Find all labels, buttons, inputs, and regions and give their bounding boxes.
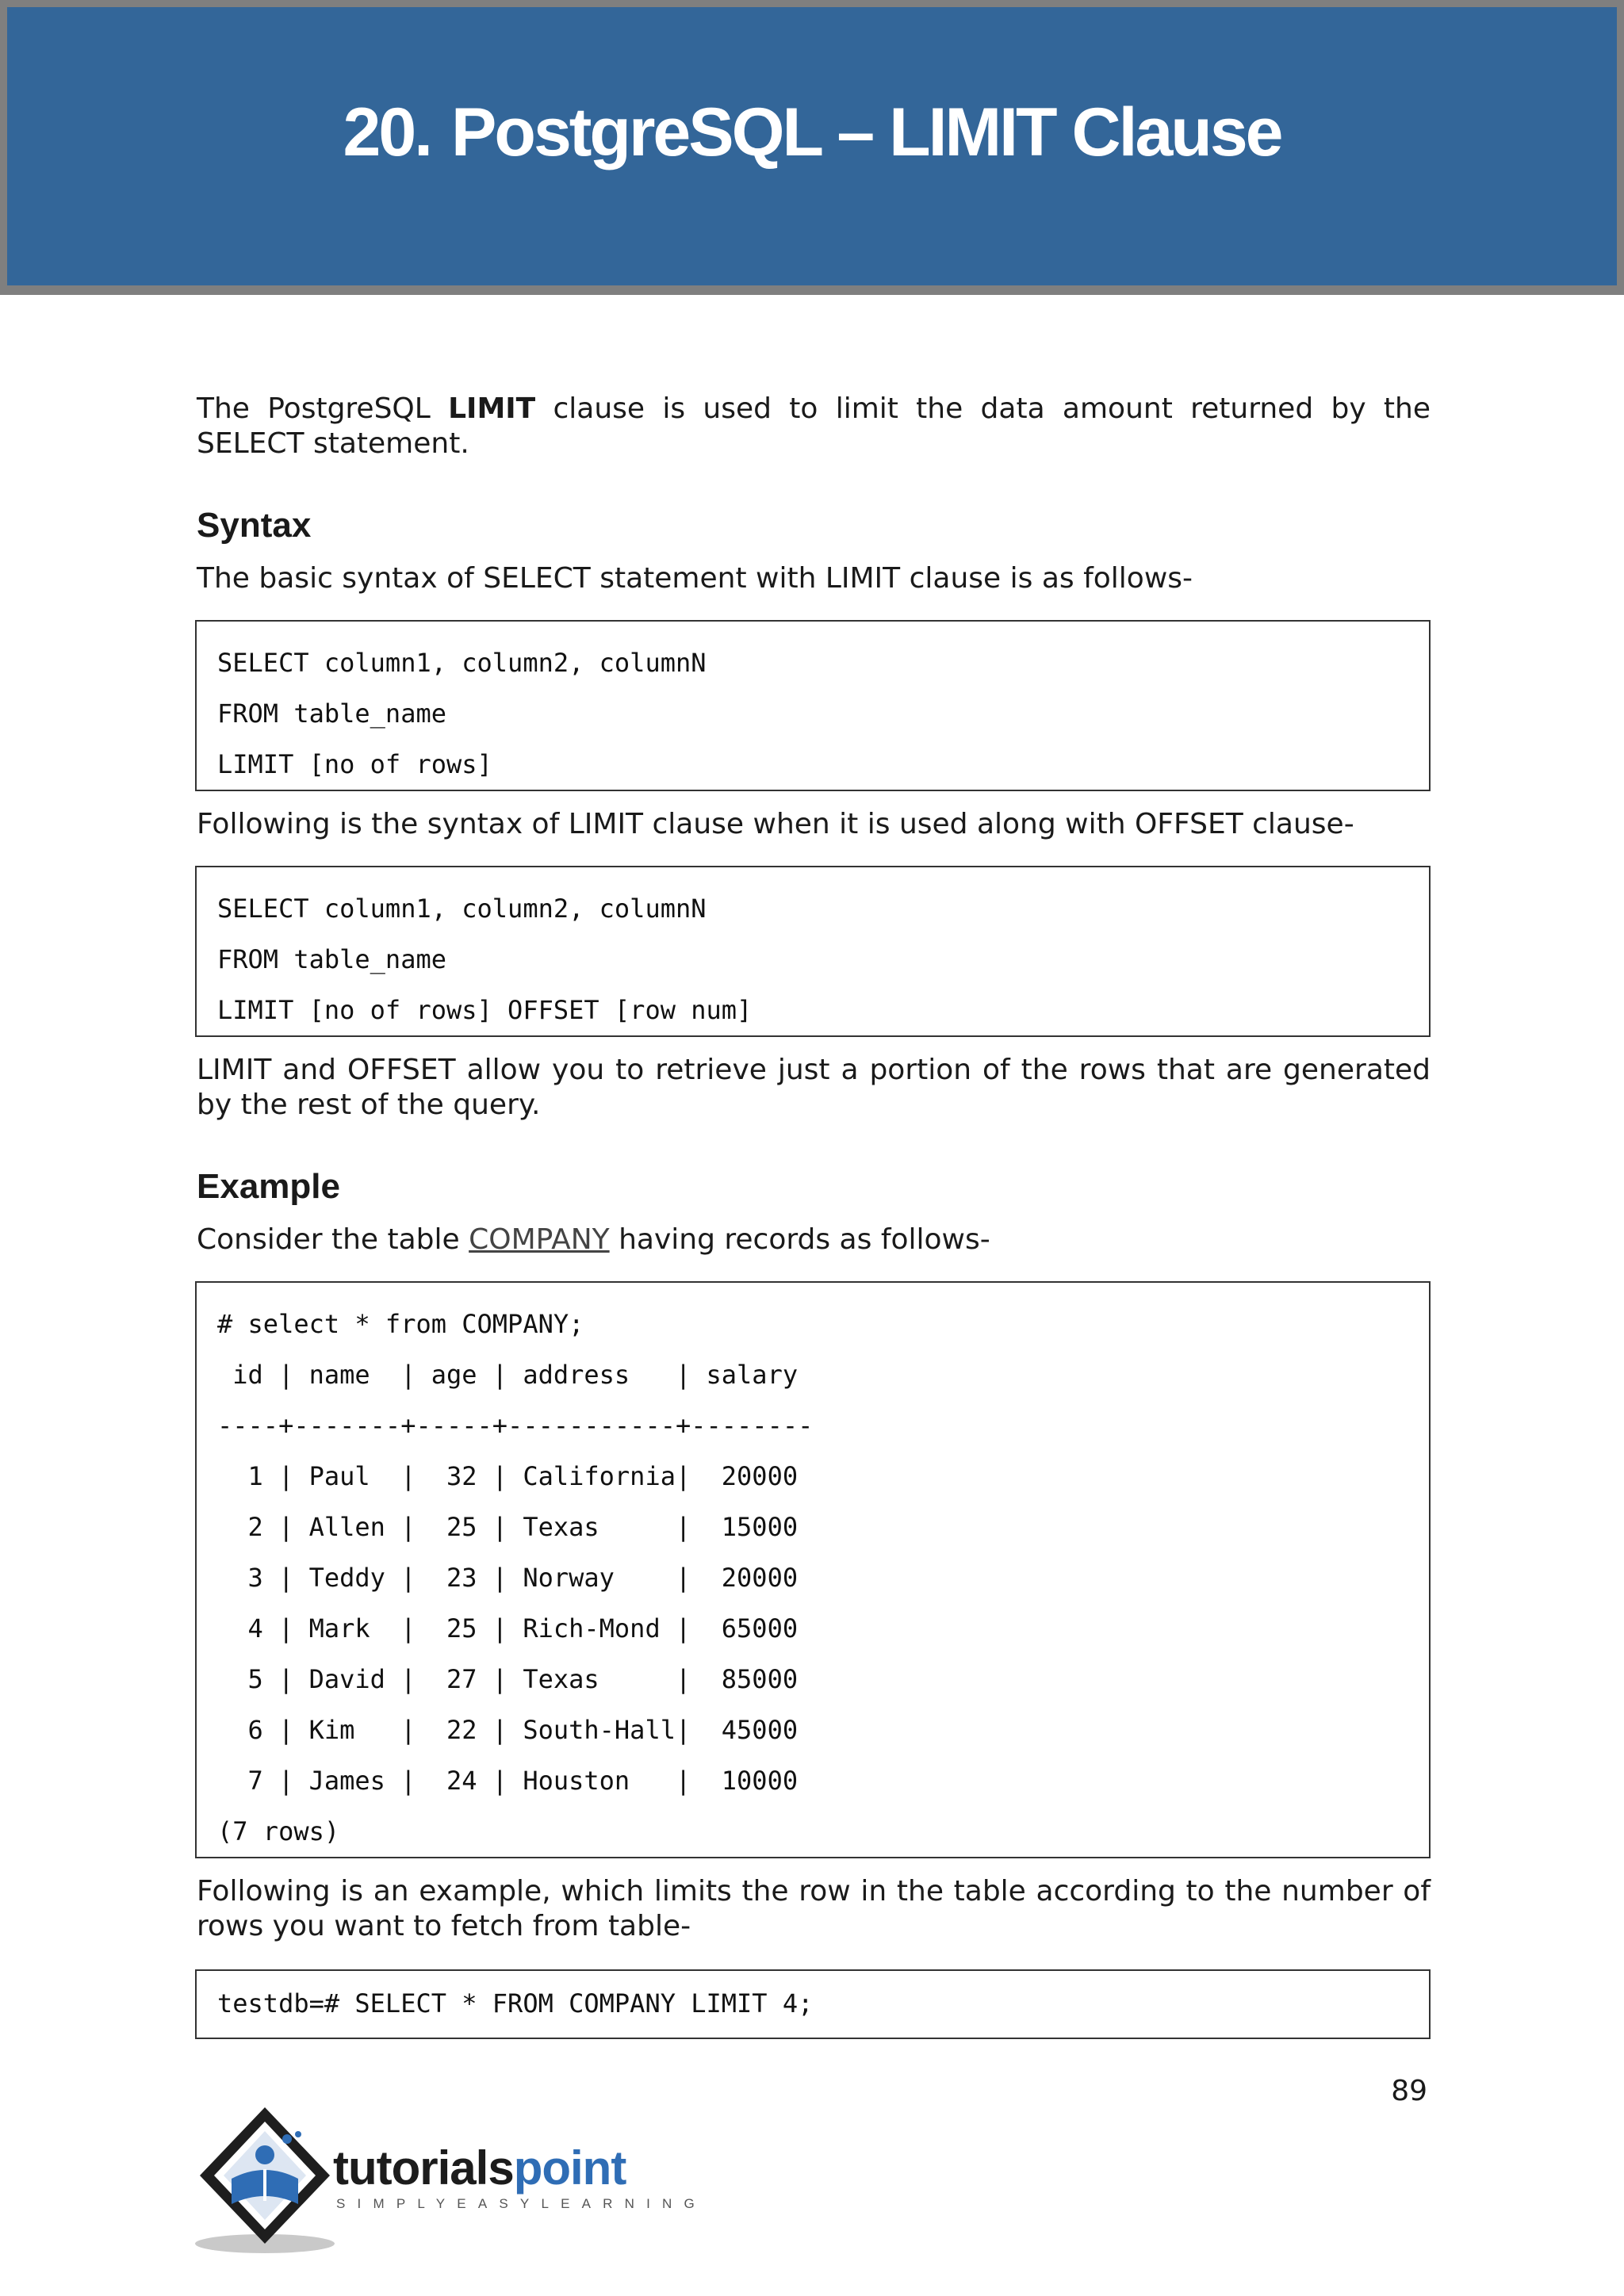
code-line: id | name | age | address | salary [217, 1360, 799, 1390]
syntax-code-box [195, 620, 1431, 791]
code-line: 5 | David | 27 | Texas | 85000 [217, 1664, 799, 1694]
code-line: # select * from COMPANY; [217, 1309, 584, 1339]
code-line: testdb=# SELECT * FROM COMPANY LIMIT 4; [217, 1988, 814, 2019]
intro-bold-limit: LIMIT [448, 392, 536, 425]
code-line: LIMIT [no of rows] [217, 749, 492, 779]
syntax-description-text: The basic syntax of SELECT statement with LIMIT clause is as follows- [197, 562, 1193, 595]
example-intro [197, 1223, 1431, 1257]
query-code-box [195, 1969, 1431, 2039]
logo-tagline: SIMPLYEASYLEARNING [336, 2196, 707, 2211]
code-line: (7 rows) [217, 1816, 340, 1846]
intro-text-after: clause is used to limit the data amount returned by the SELECT statement. [197, 392, 1431, 460]
syntax-heading: Syntax [197, 506, 312, 545]
limit-offset-note [197, 1053, 1431, 1123]
example-description-text: Following is an example, which limits the row in the table according to the number of rows you want to fetch from table- [197, 1875, 1431, 1942]
logo-emblem-icon [193, 2103, 336, 2261]
code-line: SELECT column1, column2, columnN [217, 894, 707, 924]
chapter-number: 20. [343, 94, 431, 170]
example-intro-before: Consider the table [197, 1223, 469, 1256]
code-line: 4 | Mark | 25 | Rich-Mond | 65000 [217, 1613, 799, 1644]
chapter-header [0, 0, 1624, 295]
logo-wordmark: tutorialspoint [333, 2141, 626, 2195]
page-number: 89 [1391, 2075, 1427, 2107]
code-line: FROM table_name [217, 944, 446, 974]
limit-offset-note-text: LIMIT and OFFSET allow you to retrieve just a portion of the rows that are generated by the rest of the query. [197, 1054, 1431, 1121]
code-line: 7 | James | 24 | Houston | 10000 [217, 1766, 799, 1796]
chapter-title-text: PostgreSQL – LIMIT Clause [451, 94, 1281, 170]
code-line: LIMIT [no of rows] OFFSET [row num] [217, 995, 753, 1025]
code-line: 3 | Teddy | 23 | Norway | 20000 [217, 1563, 799, 1593]
tutorialspoint-logo [193, 2103, 707, 2261]
code-line: 6 | Kim | 22 | South-Hall| 45000 [217, 1715, 799, 1745]
code-line: ----+-------+-----+-----------+-------- [217, 1410, 814, 1441]
syntax-description [197, 561, 1431, 596]
code-line: FROM table_name [217, 698, 446, 729]
intro-text-before: The PostgreSQL [197, 392, 449, 425]
example-heading: Example [197, 1167, 340, 1206]
offset-code-box [195, 866, 1431, 1037]
offset-description [197, 807, 1431, 842]
code-line: 2 | Allen | 25 | Texas | 15000 [217, 1512, 799, 1542]
company-link[interactable]: COMPANY [469, 1223, 610, 1256]
code-line: 1 | Paul | 32 | California| 20000 [217, 1461, 799, 1491]
company-table-code-box [195, 1281, 1431, 1858]
example-intro-after: having records as follows- [609, 1223, 990, 1256]
offset-description-text: Following is the syntax of LIMIT clause when it is used along with OFFSET clause- [197, 808, 1354, 840]
code-line: SELECT column1, column2, columnN [217, 648, 707, 678]
chapter-title [7, 93, 1617, 172]
example-description [197, 1874, 1431, 1944]
intro-paragraph [197, 392, 1431, 461]
